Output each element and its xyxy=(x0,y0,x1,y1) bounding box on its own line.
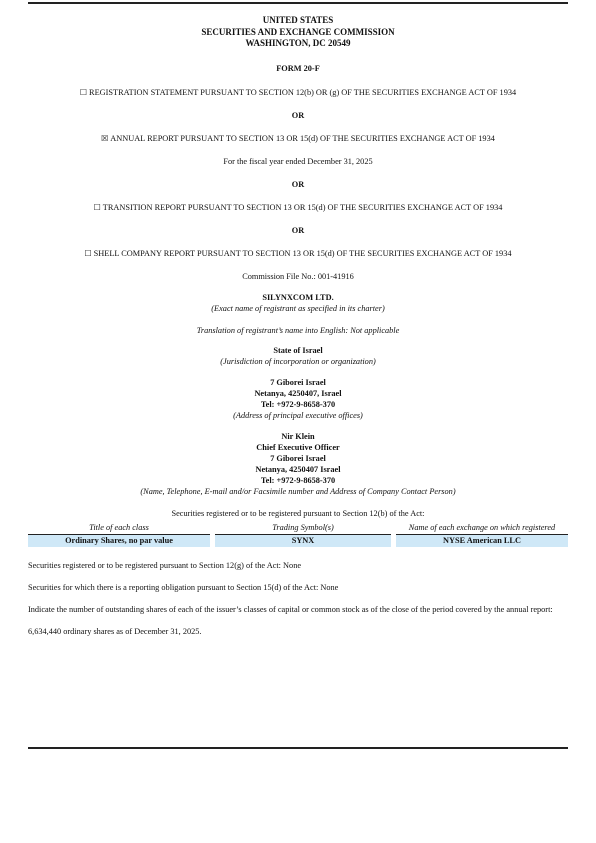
option-registration-statement xyxy=(28,87,568,98)
contact-title: Chief Executive Officer xyxy=(256,442,340,452)
commission-file-number: Commission File No.: 001-41916 xyxy=(242,271,354,281)
header-city: WASHINGTON, DC 20549 xyxy=(245,38,351,48)
cell-trading-symbol: SYNX xyxy=(215,535,391,547)
contact-street: 7 Giborei Israel xyxy=(270,453,326,463)
section-12b-intro: Securities registered or to be registered pursuant to Section 12(b) of the Act: xyxy=(171,508,425,518)
or-separator: OR xyxy=(291,110,305,120)
securities-table-header xyxy=(28,523,568,535)
contact-name: Nir Klein xyxy=(281,431,315,441)
agency-header xyxy=(28,15,568,50)
column-header-trading-symbol: Trading Symbol(s) xyxy=(215,523,391,535)
option-annual-text: ANNUAL REPORT PURSUANT TO SECTION 13 OR 15(d) OF THE SECURITIES EXCHANGE ACT OF 1934 xyxy=(110,133,495,143)
contact-caption: (Name, Telephone, E-mail and/or Facsimile number and Address of Company Contact Person) xyxy=(140,486,456,496)
fiscal-year-line: For the fiscal year ended December 31, 2025 xyxy=(223,156,373,166)
checked-box-icon: ☒ xyxy=(101,133,109,143)
registrant-name: SILYNXCOM LTD. xyxy=(262,292,334,302)
column-header-title-of-class: Title of each class xyxy=(28,523,210,535)
office-street: 7 Giborei Israel xyxy=(270,377,326,387)
outstanding-shares-value: 6,634,440 ordinary shares as of December 31, 2025. xyxy=(28,626,202,636)
header-agency: SECURITIES AND EXCHANGE COMMISSION xyxy=(201,26,395,37)
contact-telephone: Tel: +972-9-8658-370 xyxy=(260,475,336,485)
contact-city: Netanya, 4250407 Israel xyxy=(255,464,341,474)
principal-office-address xyxy=(28,377,568,410)
top-rule xyxy=(28,2,568,4)
option-annual-report xyxy=(28,133,568,144)
office-telephone: Tel: +972-9-8658-370 xyxy=(260,399,336,409)
cell-exchange-name: NYSE American LLC xyxy=(396,535,568,547)
registrant-translation: Translation of registrant’s name into English: Not applicable xyxy=(196,325,400,335)
form-title: FORM 20-F xyxy=(276,63,320,73)
header-country: UNITED STATES xyxy=(262,15,334,25)
unchecked-box-icon: ☐ xyxy=(93,202,101,212)
bottom-rule xyxy=(28,747,568,749)
section-15d-statement: Securities for which there is a reporting obligation pursuant to Section 15(d) of the Act: None xyxy=(28,582,339,592)
jurisdiction-caption: (Jurisdiction of incorporation or organization) xyxy=(220,356,376,366)
section-12g-statement: Securities registered or to be registered pursuant to Section 12(g) of the Act: None xyxy=(28,560,302,570)
unchecked-box-icon: ☐ xyxy=(84,248,92,258)
contact-person-block xyxy=(28,431,568,486)
column-header-exchange: Name of each exchange on which registered xyxy=(396,523,568,535)
securities-table xyxy=(28,523,568,547)
or-separator: OR xyxy=(291,179,305,189)
form-page xyxy=(28,15,568,637)
cell-class-title: Ordinary Shares, no par value xyxy=(28,535,210,547)
office-address-caption: (Address of principal executive offices) xyxy=(233,410,363,420)
jurisdiction: State of Israel xyxy=(273,345,323,355)
registrant-name-caption: (Exact name of registrant as specified in its charter) xyxy=(211,303,385,313)
table-row xyxy=(28,535,568,547)
option-transition-text: TRANSITION REPORT PURSUANT TO SECTION 13 OR 15(d) OF THE SECURITIES EXCHANGE ACT OF 1934 xyxy=(102,202,503,212)
office-city: Netanya, 4250407, Israel xyxy=(254,388,342,398)
option-transition-report xyxy=(28,202,568,213)
option-shell-company-report xyxy=(28,248,568,259)
or-separator: OR xyxy=(291,225,305,235)
option-registration-text: REGISTRATION STATEMENT PURSUANT TO SECTION 12(b) OR (g) OF THE SECURITIES EXCHANGE ACT OF 1934 xyxy=(89,87,517,97)
option-shell-text: SHELL COMPANY REPORT PURSUANT TO SECTION 13 OR 15(d) OF THE SECURITIES EXCHANGE ACT OF 1934 xyxy=(93,248,512,258)
outstanding-shares-prompt: Indicate the number of outstanding shares of each of the issuer’s classes of capital or common stock as of the close of the period covered by the annual report: xyxy=(28,604,553,614)
unchecked-box-icon: ☐ xyxy=(79,87,88,97)
